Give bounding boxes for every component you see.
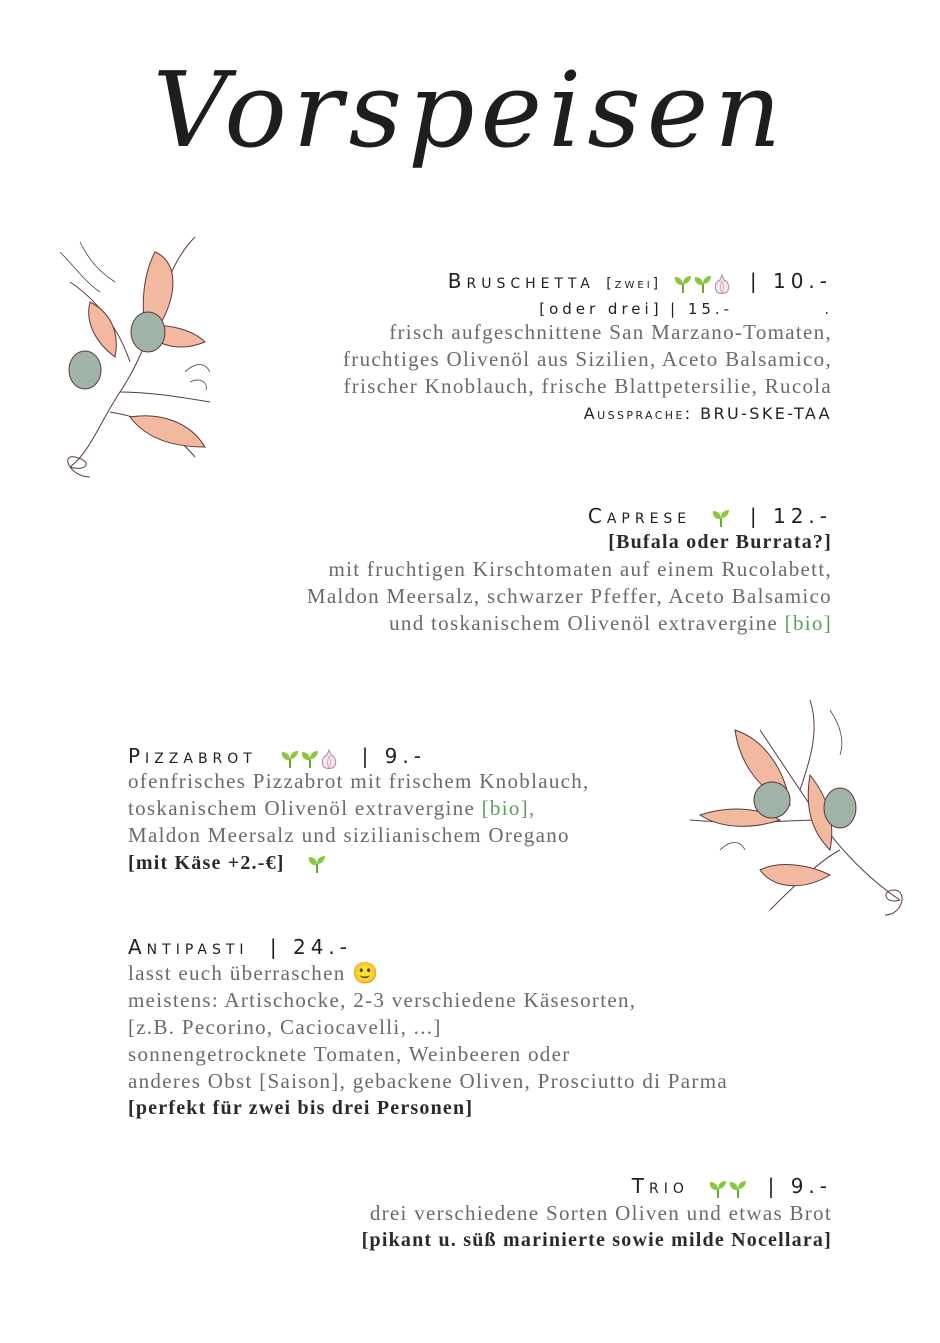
pizzabrot-desc-2-text: toskanischem Olivenöl extravergine: [128, 796, 476, 820]
bruschetta-alt-label: [oder drei]: [539, 300, 663, 318]
olive-shape: [754, 782, 790, 818]
pizzabrot-bio: [bio],: [481, 796, 536, 820]
caprese-name: Caprese: [587, 504, 692, 528]
caprese-desc-3: [389, 610, 832, 637]
antipasti-name: Antipasti: [128, 935, 249, 959]
sprout-icon: [708, 1179, 728, 1199]
olive-shape: [131, 312, 165, 352]
bruschetta-icons: [673, 268, 731, 298]
trio-note: [pikant u. süß marinierte sowie milde Nocellara]: [361, 1229, 832, 1251]
antipasti-price: | 24.-: [269, 935, 353, 959]
caprese-desc-3-text: und toskanischem Olivenöl extravergine: [389, 611, 779, 635]
bruschetta-price: | 10.-: [749, 269, 832, 293]
caprese-desc-2: Maldon Meersalz, schwarzer Pfeffer, Aceto Balsamico: [306, 584, 832, 608]
bruschetta-alt-price: | 15.-: [670, 300, 734, 318]
pizzabrot-desc-2: [128, 795, 536, 822]
trio-name: Trio: [631, 1174, 689, 1198]
bruschetta-qualifier: [zwei]: [606, 276, 662, 292]
antipasti-desc-3: [z.B. Pecorino, Caciocavelli, ...]: [128, 1015, 442, 1039]
caprese-heading: [588, 501, 832, 531]
sprout-icon: [693, 274, 713, 294]
pizzabrot-price: | 9.-: [361, 744, 426, 768]
leaf-shape: [89, 302, 117, 357]
antipasti-desc-2: meistens: Artischocke, 2-3 verschiedene Käsesorten,: [128, 988, 637, 1012]
page-title: Vorspeisen: [152, 49, 788, 171]
caprese-bio: [bio]: [784, 611, 832, 635]
olive-branch-illustration-right: [680, 690, 910, 930]
pizzabrot-note-row: [128, 850, 327, 877]
bruschetta-pronunciation: Aussprache: BRU-SKE-TAA: [583, 404, 832, 423]
sprout-icon: [728, 1179, 748, 1199]
garlic-icon: [320, 748, 338, 770]
pizzabrot-desc-3: Maldon Meersalz und sizilianischem Oregano: [128, 823, 570, 847]
trio-icons: [708, 1173, 748, 1203]
trio-heading: [632, 1171, 832, 1203]
garlic-icon: [713, 273, 731, 295]
sprout-icon: [280, 749, 300, 769]
trio-desc: drei verschiedene Sorten Oliven und etwas Brot: [369, 1201, 832, 1225]
bruschetta-desc-3: frischer Knoblauch, frische Blattpetersilie, Rucola: [343, 374, 832, 398]
caprese-note: [Bufala oder Burrata?]: [608, 531, 832, 553]
pizzabrot-note: [mit Käse +2.-€]: [128, 852, 285, 874]
antipasti-note: [perfekt für zwei bis drei Personen]: [128, 1097, 474, 1119]
bruschetta-desc-1: frisch aufgeschnittene San Marzano-Tomaten,: [389, 320, 832, 344]
caprese-desc-1: mit fruchtigen Kirschtomaten auf einem Rucolabett,: [328, 557, 832, 581]
pizzabrot-name: Pizzabrot: [128, 744, 257, 768]
bruschetta-alt-dot: .: [824, 302, 832, 318]
antipasti-desc-5: anderes Obst [Saison], gebackene Oliven, Prosciutto di Parma: [128, 1069, 728, 1093]
antipasti-desc-4: sonnengetrocknete Tomaten, Weinbeeren oder: [128, 1042, 571, 1066]
sprout-icon: [307, 854, 327, 874]
olive-branch-illustration-top: [30, 222, 280, 492]
olive-shape: [824, 788, 856, 828]
antipasti-desc-1: lasst euch überraschen 🙂: [128, 961, 380, 985]
sprout-icon: [300, 749, 320, 769]
trio-price: | 9.-: [767, 1174, 832, 1198]
leaf-shape: [760, 865, 830, 886]
antipasti-heading: [128, 932, 352, 962]
olive-shape: [69, 351, 101, 389]
sprout-icon: [711, 508, 731, 528]
bruschetta-name: Bruschetta: [447, 269, 595, 293]
pizzabrot-desc-1: ofenfrisches Pizzabrot mit frischem Knoblauch,: [128, 769, 590, 793]
leaf-shape: [130, 416, 205, 447]
bruschetta-desc-2: fruchtiges Olivenöl aus Sizilien, Aceto Balsamico,: [343, 347, 832, 371]
caprese-price: | 12.-: [749, 504, 832, 528]
sprout-icon: [673, 274, 693, 294]
